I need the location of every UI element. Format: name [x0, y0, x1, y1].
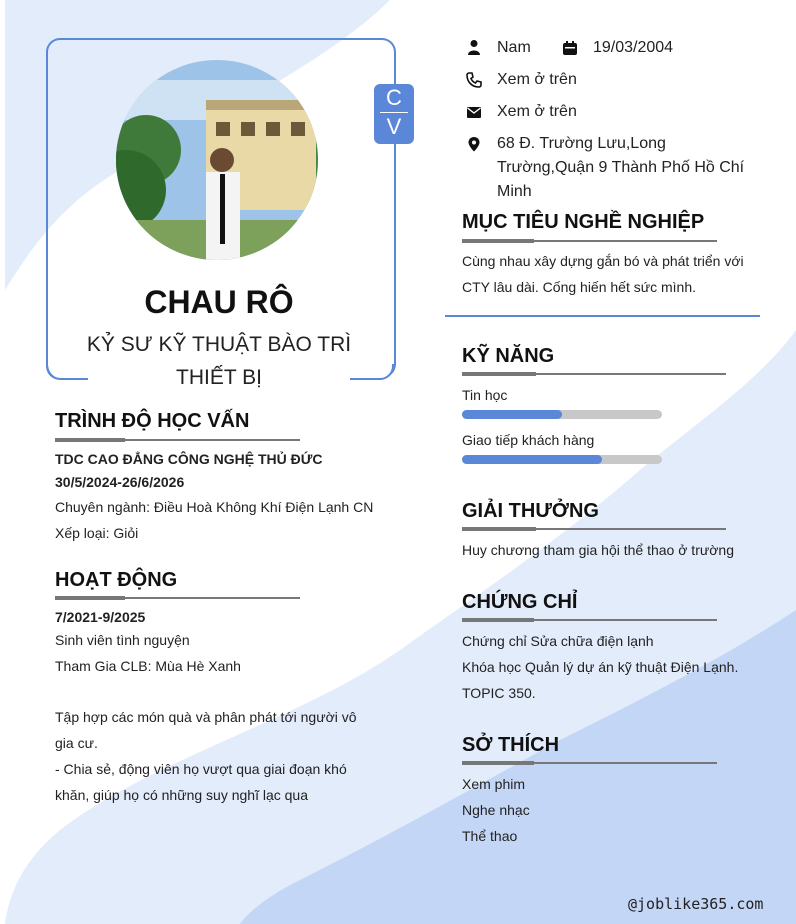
education-period: 30/5/2024-26/6/2026	[55, 474, 185, 490]
skill-bar	[462, 455, 662, 464]
cv-badge	[374, 84, 414, 144]
certificates-underline	[462, 619, 717, 621]
phone: Xem ở trên	[497, 71, 577, 88]
award-item: Huy chương tham gia hội thể thao ở trường	[462, 542, 734, 558]
hobby-item: Thể thao	[462, 828, 518, 844]
education-school: TDC CAO ĐẲNG CÔNG NGHỆ THỦ ĐỨC	[55, 451, 323, 467]
skill-bar-fill	[462, 455, 602, 464]
skill-bar	[462, 410, 662, 419]
skill-label: Giao tiếp khách hàng	[462, 432, 595, 448]
certificate-item: TOPIC 350.	[462, 685, 536, 701]
objective-underline	[462, 240, 717, 242]
candidate-name: CHAU RÔ	[144, 284, 294, 320]
email-icon	[466, 104, 482, 120]
education-underline	[55, 439, 300, 441]
avatar	[116, 60, 318, 260]
activity-line: Tham Gia CLB: Mùa Hè Xanh	[55, 658, 241, 674]
watermark: @joblike365.com	[628, 895, 764, 913]
education-major: Chuyên ngành: Điều Hoà Không Khí Điện Lạnh CN	[55, 499, 374, 515]
awards-title: GIẢI THƯỞNG	[462, 500, 599, 522]
objective-text: Cùng nhau xây dựng gắn bó và phát triển với CTY lâu dài. Cống hiến hết sức mình.	[462, 253, 744, 295]
birthdate: 19/03/2004	[593, 39, 674, 56]
hobby-item: Xem phim	[462, 776, 526, 792]
email: Xem ở trên	[497, 103, 577, 120]
job-title: KỶ SƯ KỸ THUẬT BÀO TRÌ THIẾT BỊ	[86, 333, 352, 389]
activity-line: Tập hợp các món quà và phân phát tới người vô gia cư.	[55, 709, 357, 751]
certificate-item: Khóa học Quản lý dự án kỹ thuật Điện Lạnh.	[462, 659, 739, 675]
person-icon	[466, 39, 482, 55]
hobbies-underline	[462, 762, 717, 764]
cv-letter-v: V	[386, 114, 402, 139]
activity-line: Sinh viên tình nguyện	[55, 632, 190, 648]
gender: Nam	[497, 39, 531, 56]
hobby-item: Nghe nhạc	[462, 802, 530, 818]
objective-title: MỤC TIÊU NGHỀ NGHIỆP	[462, 211, 705, 233]
skills-underline	[462, 373, 726, 375]
education-title: TRÌNH ĐỘ HỌC VẤN	[55, 410, 250, 432]
cv-letter-c: C	[386, 85, 402, 110]
hobbies-title: SỞ THÍCH	[462, 734, 560, 756]
activities-period: 7/2021-9/2025	[55, 609, 146, 625]
activity-line: - Chia sẻ, động viên họ vượt qua giai đoạn khó khăn, giúp họ có những suy nghĩ lạc qua	[55, 761, 347, 803]
certificates-title: CHỨNG CHỈ	[462, 591, 578, 613]
activities-title: HOẠT ĐỘNG	[55, 569, 178, 591]
skill-label: Tin học	[462, 387, 508, 403]
activities-underline	[55, 597, 300, 599]
skill-bar-fill	[462, 410, 562, 419]
certificate-item: Chứng chỉ Sửa chữa điện lạnh	[462, 633, 654, 649]
education-grade: Xếp loại: Giỏi	[55, 525, 139, 541]
phone-icon	[466, 72, 482, 88]
section-divider	[445, 315, 760, 317]
address: 68 Đ. Trường Lưu,Long Trường,Quận 9 Thành Phố Hồ Chí Minh	[497, 135, 745, 200]
skills-title: KỸ NĂNG	[462, 345, 555, 367]
awards-underline	[462, 528, 726, 530]
calendar-icon	[562, 40, 578, 56]
location-pin-icon	[466, 136, 482, 152]
